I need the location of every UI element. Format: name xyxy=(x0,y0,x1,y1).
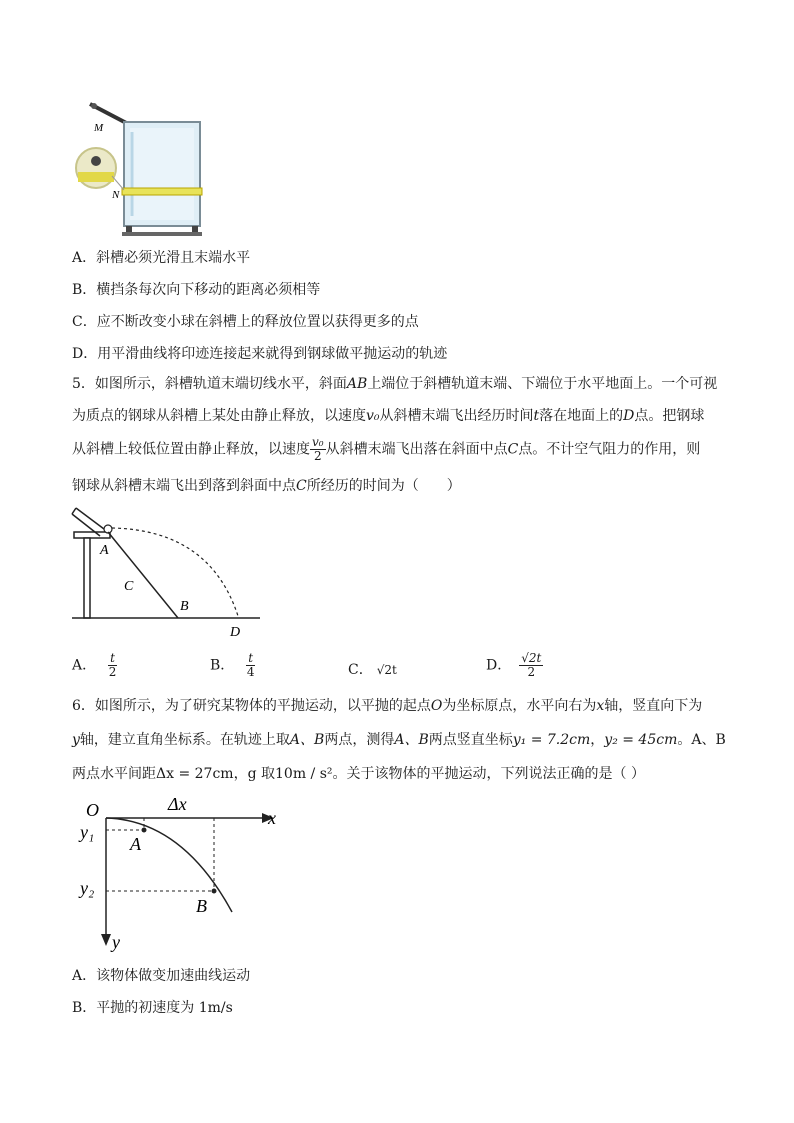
dx-label: Δx xyxy=(168,794,187,814)
point-a-label: A xyxy=(100,543,109,558)
q4-option-b: B．横挡条每次向下移动的距离必须相等 xyxy=(72,282,321,298)
y-axis-label: y xyxy=(112,932,120,952)
q5-line-3: 从斜槽上较低位置由静止释放，以速度 $\frac{\text{v₀}}{2}$ 从斜槽末端飞出落在斜面中点C点。不计空气阻力的作用，则 xyxy=(72,435,701,463)
q6-line-3: 两点水平间距Δx = 27cm，g 取10m / s²。关于该物体的平抛运动，下列说法正确的是（ ） xyxy=(72,766,645,782)
point-a-label: A xyxy=(130,834,141,854)
incline-figure xyxy=(70,502,270,642)
q6-line-1: 6．如图所示，为了研究某物体的平抛运动，以平抛的起点O为坐标原点，水平向右为x轴，竖直向下为 xyxy=(72,698,703,714)
apparatus-figure xyxy=(72,96,212,238)
point-d-label: D xyxy=(230,625,241,640)
q6-option-b: B．平抛的初速度为 1m/s xyxy=(72,1000,233,1016)
q6-line-2: y轴，建立直角坐标系。在轨迹上取A、B两点，测得A、B两点竖直坐标y₁ = 7.2cm，y₂ = 45cm。A、B xyxy=(72,732,726,748)
point-b-label: B xyxy=(180,599,189,614)
q6-option-a: A．该物体做变加速曲线运动 xyxy=(72,968,251,984)
point-b-label: B xyxy=(196,896,207,916)
velocity-fraction: $\frac{\text{v₀}}{2}$ xyxy=(312,435,324,463)
q5-option-c: C． √2t xyxy=(348,662,397,678)
q5-option-b: B． $\frac{t}{4}$ xyxy=(210,651,255,679)
label-m: M xyxy=(94,122,104,134)
q4-option-d: D．用平滑曲线将印迹连接起来就得到钢球做平抛运动的轨迹 xyxy=(72,346,448,362)
q5-option-a: A． $\frac{t}{2}$ xyxy=(72,651,117,679)
point-c-label: C xyxy=(124,579,134,594)
q5-line-1: 5．如图所示，斜槽轨道末端切线水平，斜面AB上端位于斜槽轨道末端、下端位于水平地面上。一个可视 xyxy=(72,376,718,392)
x-axis-label: x xyxy=(268,808,276,828)
q5-option-d: D． $\frac{√2t}{2}$ xyxy=(486,651,542,679)
y1-label: y₁ xyxy=(80,822,95,842)
q4-option-a: A．斜槽必须光滑且末端水平 xyxy=(72,250,251,266)
q5-line-4: 钢球从斜槽末端飞出到落到斜面中点C所经历的时间为（ ） xyxy=(72,478,461,494)
label-n: N xyxy=(112,189,120,201)
y2-label: y₂ xyxy=(80,878,95,898)
coordinate-figure xyxy=(72,794,302,954)
q4-option-c: C．应不断改变小球在斜槽上的释放位置以获得更多的点 xyxy=(72,314,419,330)
origin-label: O xyxy=(86,800,99,820)
q5-line-2: 为质点的钢球从斜槽上某处由静止释放，以速度v₀从斜槽末端飞出经历时间t落在地面上的D点。把钢球 xyxy=(72,408,705,424)
